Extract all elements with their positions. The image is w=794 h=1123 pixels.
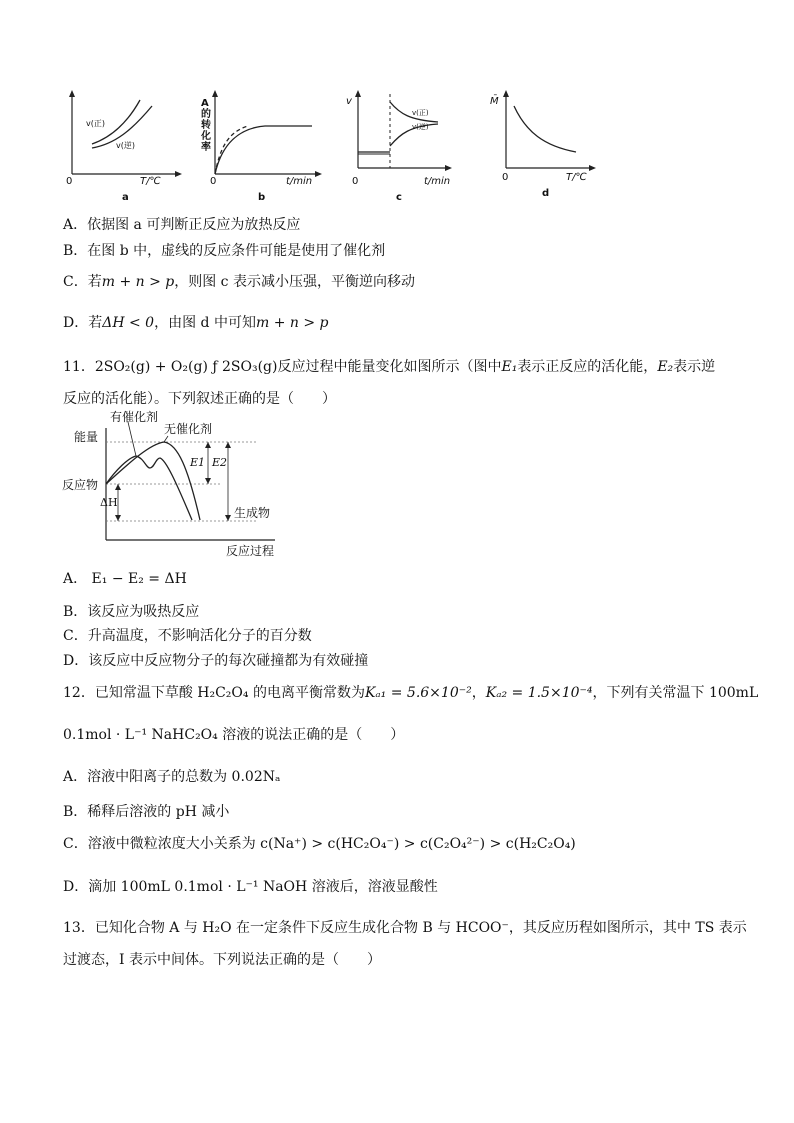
graph-d-caption: d (542, 188, 550, 199)
graph-c-curve1-label: v(正) (412, 109, 429, 117)
graph-a-origin: 0 (66, 176, 73, 187)
q11-e2: E₂ (657, 359, 674, 375)
q12-option-a: A．溶液中阳离子的总数为 0.02Nₐ (63, 769, 281, 785)
q12-stem-line1 (63, 684, 758, 702)
energy-y-label: 能量 (74, 430, 99, 444)
energy-curve-uncatalyzed (106, 442, 200, 520)
q11-text2: 表示正反应的活化能， (517, 359, 658, 375)
energy-e1-label: E1 (190, 456, 206, 469)
q10-option-c (63, 273, 415, 291)
graph-c-caption: c (396, 192, 402, 203)
q10-option-d (63, 314, 328, 332)
q11-number: 11． (63, 359, 95, 375)
graph-a-curve2-label: v(逆) (116, 141, 135, 150)
q11-stem-line1 (63, 358, 715, 376)
q11-option-b: B．该反应为吸热反应 (63, 604, 200, 620)
q10-option-c-pre: C．若 (63, 274, 102, 290)
graph-d-origin: 0 (502, 172, 509, 183)
graph-c (348, 88, 478, 206)
graph-c-curve2-label: v(逆) (412, 123, 429, 131)
energy-catalyst-pointer (128, 422, 136, 456)
q11-option-a: A． E₁ − E₂ = ΔH (63, 571, 187, 587)
q10-option-b: B．在图 b 中，虚线的反应条件可能是使用了催化剂 (63, 243, 386, 259)
q12-option-d: D．滴加 100mL 0.1mol · L⁻¹ NaOH 溶液后，溶液显酸性 (63, 879, 438, 895)
q10-option-d-math1: ΔH < 0 (102, 315, 155, 331)
graph-d (496, 88, 606, 206)
q11-text1: 反应过程中能量变化如图所示（图中 (277, 359, 502, 375)
energy-dh-label: ΔH (100, 496, 118, 509)
q12-ka2: Kₐ₂ = 1.5×10⁻⁴ (485, 685, 593, 701)
q11-stem-line2: 反应的活化能）。下列叙述正确的是（ ） (63, 391, 336, 407)
q12-stem-line2: 0.1mol · L⁻¹ NaHC₂O₄ 溶液的说法正确的是（ ） (63, 727, 405, 743)
graph-b-origin: 0 (210, 176, 217, 187)
energy-e2-label: E2 (212, 456, 228, 469)
q12-text-a: 12．已知常温下草酸 H₂C₂O₄ 的电离平衡常数为 (63, 685, 365, 701)
q10-option-c-math: m + n > p (101, 274, 175, 290)
graph-b-curve-solid (215, 126, 312, 174)
q10-option-d-math2: m + n > p (255, 315, 329, 331)
energy-reactant-label: 反应物 (62, 478, 99, 492)
q11-text3: 表示逆 (673, 359, 716, 375)
graph-a-curve1-label: v(正) (86, 119, 105, 128)
q12-sep: ， (471, 685, 486, 701)
q13-stem-line1: 13．已知化合物 A 与 H₂O 在一定条件下反应生成化合物 B 与 HCOO⁻，其反应历程如图所示，其中 TS 表示 (63, 920, 747, 936)
q11-e1: E₁ (501, 359, 518, 375)
q12-text-b: ，下列有关常温下 100mL (592, 685, 759, 701)
q11-option-c: C．升高温度，不影响活化分子的百分数 (63, 628, 312, 644)
graph-b-y-label: A的转化率 (201, 98, 211, 153)
graph-b (200, 88, 340, 206)
q12-option-c: C．溶液中微粒浓度大小关系为 c(Na⁺) > c(HC₂O₄⁻) > c(C₂O₄²⁻) > c(H₂C₂O₄) (63, 836, 576, 852)
graph-d-y-label: M̄ (490, 96, 499, 107)
q10-option-c-post: ，则图 c 表示减小压强，平衡逆向移动 (174, 274, 415, 290)
graph-a-caption: a (122, 192, 129, 203)
graph-d-x-label: T/℃ (566, 172, 587, 183)
energy-x-label: 反应过程 (226, 544, 275, 558)
q13-stem-line2: 过渡态，I 表示中间体。下列说法正确的是（ ） (63, 952, 381, 968)
energy-uncatalyzed-label: 无催化剂 (164, 422, 213, 436)
q10-option-a: A．依据图 a 可判断正反应为放热反应 (63, 217, 301, 233)
q11-option-d: D．该反应中反应物分子的每次碰撞都为有效碰撞 (63, 653, 369, 669)
q10-option-d-pre: D．若 (63, 315, 103, 331)
graph-c-y-label: v (346, 96, 352, 107)
q12-option-b: B．稀释后溶液的 pH 减小 (63, 804, 230, 820)
graph-b-curve-dashed (215, 126, 248, 174)
q12-ka1: Kₐ₁ = 5.6×10⁻² (364, 685, 472, 701)
graph-b-caption: b (258, 192, 266, 203)
graph-c-x-label: t/min (424, 176, 451, 187)
q11-equation: 2SO₂(g) + O₂(g) ƒ 2SO₃(g) (94, 359, 278, 375)
graphs-row (60, 88, 600, 208)
graph-b-x-label: t/min (286, 176, 313, 187)
graph-a-x-label: T/℃ (140, 176, 161, 187)
q10-option-d-mid: ，由图 d 中可知 (154, 315, 256, 331)
graph-d-curve (514, 106, 576, 152)
energy-catalyzed-label: 有催化剂 (110, 410, 159, 424)
q11-energy-diagram (60, 408, 310, 558)
graph-c-origin: 0 (352, 176, 359, 187)
energy-product-label: 生成物 (234, 506, 271, 520)
